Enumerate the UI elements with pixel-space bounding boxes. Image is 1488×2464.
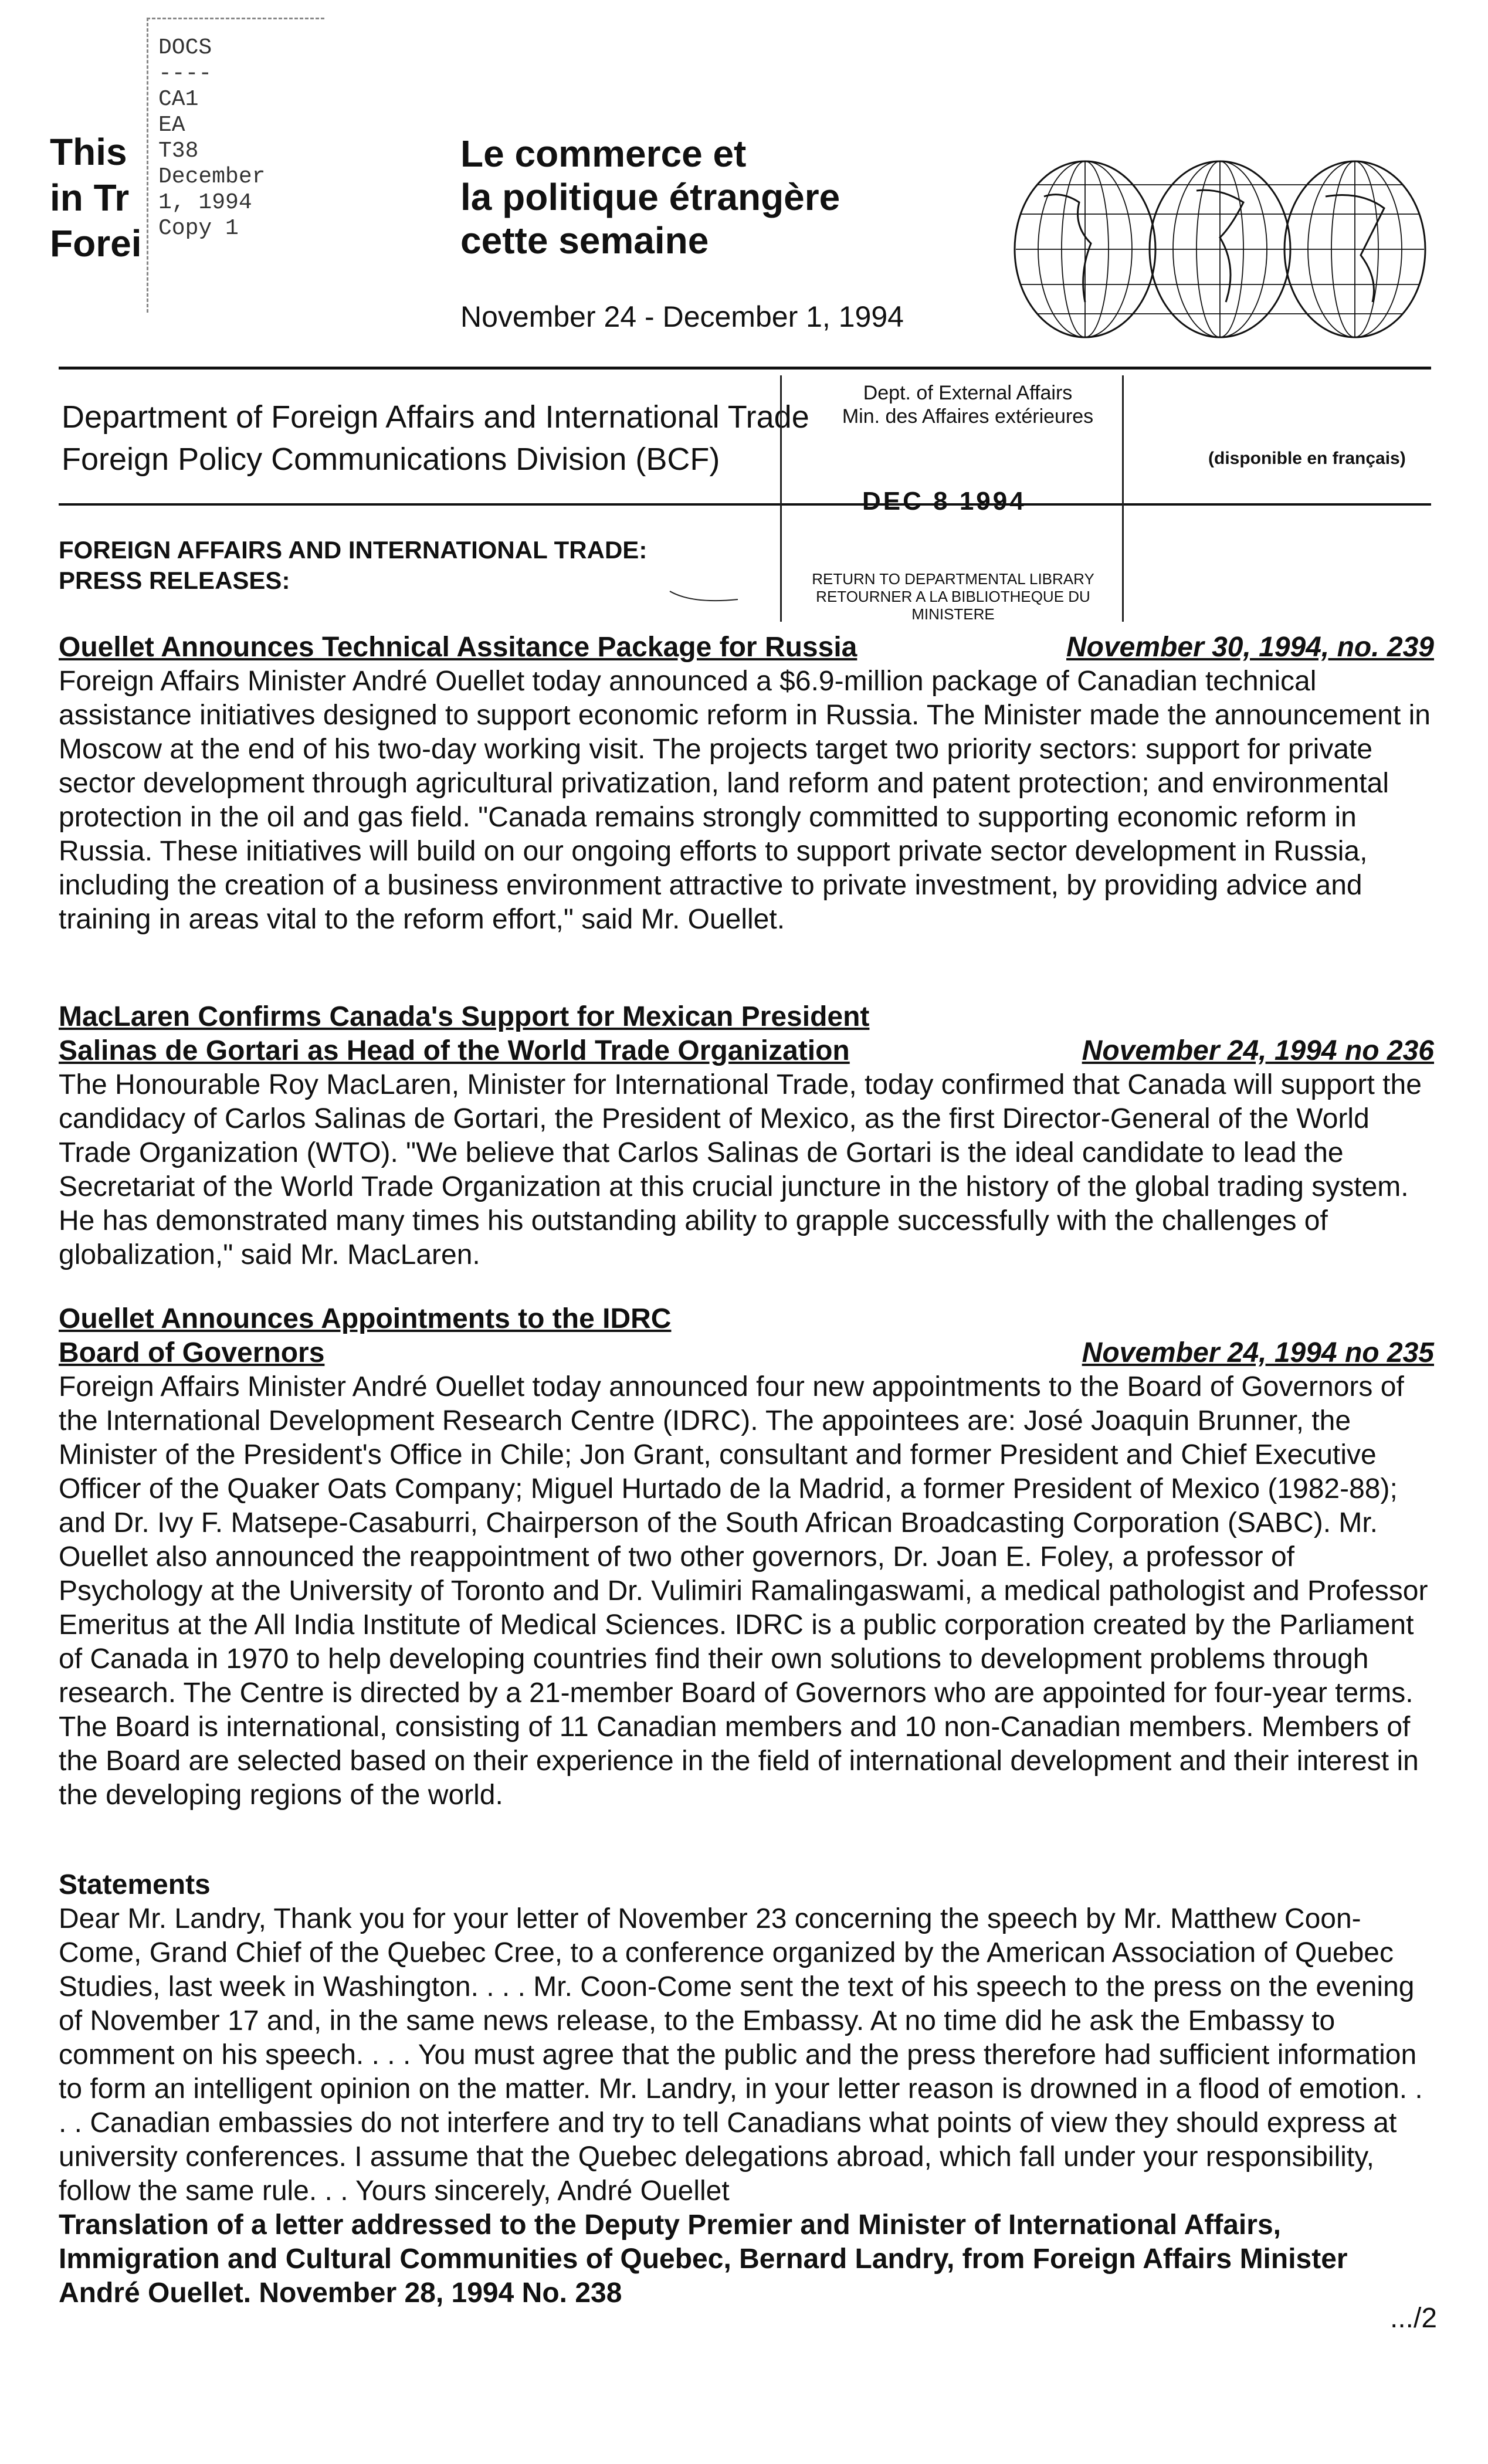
article-body: Foreign Affairs Minister André Ouellet today announced four new appointments to the Board of Governors of the International Development Research Centre (IDRC). The appointees are: José Joaquin Brunner, the Minister of the President's Office in Chile; Jon Grant, consultant and former President and Chief Executive Officer of the Quaker Oats Company; Miguel Hurtado de la Madrid, a former President of Mexico (1982-88); and Dr. Ivy F. Matsepe-Casaburri, Chairperson of the South African Broadcasting Corporation (SABC). Mr. Ouellet also announced the reappointment of two other governors, Dr. Joan E. Foley, a professor of Psychology at the University of Toronto and Dr. Vulimiri Ramalingaswami, a medical pathologist and Professor Emeritus at the All India Institute of Medical Sciences. IDRC is a public corporation created by the Parliament of Canada in 1970 to help developing countries find their own solutions to development problems through research. The Centre is directed by a 21-member Board of Governors who are appointed for four-year terms. The Board is international, consisting of 11 Canadian members and 10 non-Canadian members. Members of the Board are selected based on their experience in the field of international development and their interest in the developing regions of the world. [59,1371,1428,1811]
title-fragment: This [50,131,127,173]
english-title-partial [50,129,141,266]
french-title-line: Le commerce et [460,133,747,175]
page-continuation: .../2 [1390,2303,1438,2334]
statements-heading: Statements [59,1869,211,1900]
received-stamp-date: DEC 8 1994 [862,487,1026,516]
article-headline: Ouellet Announces Appointments to the IDRC [59,1303,672,1334]
article-headline: Board of Governors [59,1337,325,1368]
stamp-line: T38 [158,138,199,164]
article-headline: Salinas de Gortari as Head of the World Trade Organization [59,1035,850,1066]
article-date: November 24, 1994 no 236 [1082,1035,1434,1066]
title-fragment: Forei [50,222,142,265]
stamp-line: December [158,164,266,189]
french-title-line: la politique étrangère [460,176,840,218]
stamp-line: ---- [158,61,212,86]
section-heading-line: PRESS RELEASES: [59,567,290,594]
stamp-line: DOCS [158,35,212,60]
article-body: Foreign Affairs Minister André Ouellet today announced a $6.9-million package of Canadian technical assistance initiatives designed to support economic reform in Russia. The Minister made the announcement in Moscow at the end of his two-day working visit. The projects target two priority sectors: support for private sector development through agricultural privatization, land reform and patent protection; and environmental protection in the oil and gas field. "Canada remains strongly committed to supporting economic reform in Russia. These initiatives will build on our ongoing efforts to support private sector development in Russia, including the creation of a business environment attractive to private investment, by providing advice and training in areas vital to the reform effort," said Mr. Ouellet. [59,666,1431,935]
stamp-line: CA1 [158,87,199,112]
stamp-dept-en: Dept. of External Affairs [863,382,1073,404]
department-block [62,396,809,480]
stamp-return-en: RETURN TO DEPARTMENTAL LIBRARY [812,570,1094,588]
pen-mark-icon [669,587,739,604]
stamp-dept-fr: Min. des Affaires extérieures [842,405,1094,428]
press-release-235 [59,1302,1434,1812]
press-release-239 [59,631,1434,937]
article-headline: Ouellet Announces Technical Assitance Package for Russia [59,632,857,663]
section-heading-line: FOREIGN AFFAIRS AND INTERNATIONAL TRADE: [59,536,648,564]
stamp-line: Copy 1 [158,216,239,241]
french-title-line: cette semaine [460,219,709,262]
issue-dates: November 24 - December 1, 1994 [460,300,904,333]
department-name: Department of Foreign Affairs and International Trade [62,399,809,435]
article-heading-row [59,631,1434,665]
statements-section [59,1868,1434,2310]
stamp-line: 1, 1994 [158,190,252,215]
french-title [460,132,840,262]
article-headline: MacLaren Confirms Canada's Support for Mexican President [59,1001,870,1032]
stamp-return-fr: RETOURNER A LA BIBLIOTHEQUE DU MINISTERE [816,588,1090,623]
globe-logo-icon [1009,155,1431,349]
library-stamp [158,35,265,242]
article-heading-row [59,1000,1434,1068]
article-body: The Honourable Roy MacLaren, Minister for International Trade, today confirmed that Canada will support the candidacy of Carlos Salinas de Gortari, the President of Mexico, as the first Director-General of the World Trade Organization (WTO). "We believe that Carlos Salinas de Gortari is the ideal candidate to lead the Secretariat of the World Trade Organization at this crucial juncture in the history of the global trading system. He has demonstrated many times his outstanding ability to grapple successfully with the challenges of globalization," said Mr. MacLaren. [59,1069,1422,1270]
french-availability-note: (disponible en français) [1208,449,1406,468]
division-name: Foreign Policy Communications Division (BCF) [62,442,720,477]
received-stamp-header [821,381,1114,428]
title-fragment: in Tr [50,177,130,219]
section-heading [59,535,647,596]
article-date: November 30, 1994, no. 239 [1066,632,1434,663]
header-rule-bottom [59,503,1431,506]
press-release-236 [59,1000,1434,1272]
article-date: November 24, 1994 no 235 [1082,1337,1434,1368]
article-heading-row [59,1302,1434,1370]
received-stamp-return [792,570,1114,623]
stamp-line: EA [158,113,185,138]
statement-body: Dear Mr. Landry, Thank you for your letter of November 23 concerning the speech by Mr. Matthew Coon-Come, Grand Chief of the Quebec Cree, to a conference organized by the American Association of Quebec Studies, last week in Washington. . . . Mr. Coon-Come sent the text of his speech to the press on the evening of November 17 and, in the same news release, to the Embassy. At no time did he ask the Embassy to comment on his speech. . . . You must agree that the public and the press therefore had sufficient information to form an intelligent opinion on the matter. Mr. Landry, in your letter reason is drowned in a flood of emotion. . . . Canadian embassies do not interfere and try to tell Canadians what points of view they should express at university conferences. I assume that the Quebec delegations abroad, which fall under your responsibility, follow the same rule. . . Yours sincerely, André Ouellet [59,1903,1423,2207]
statement-caption: Translation of a letter addressed to the Deputy Premier and Minister of International Affairs, Immigration and Cultural Communities of Quebec, Bernard Landry, from Foreign Affairs Minister André Ouellet. November 28, 1994 No. 238 [59,2209,1348,2309]
header-rule-top [59,367,1431,370]
